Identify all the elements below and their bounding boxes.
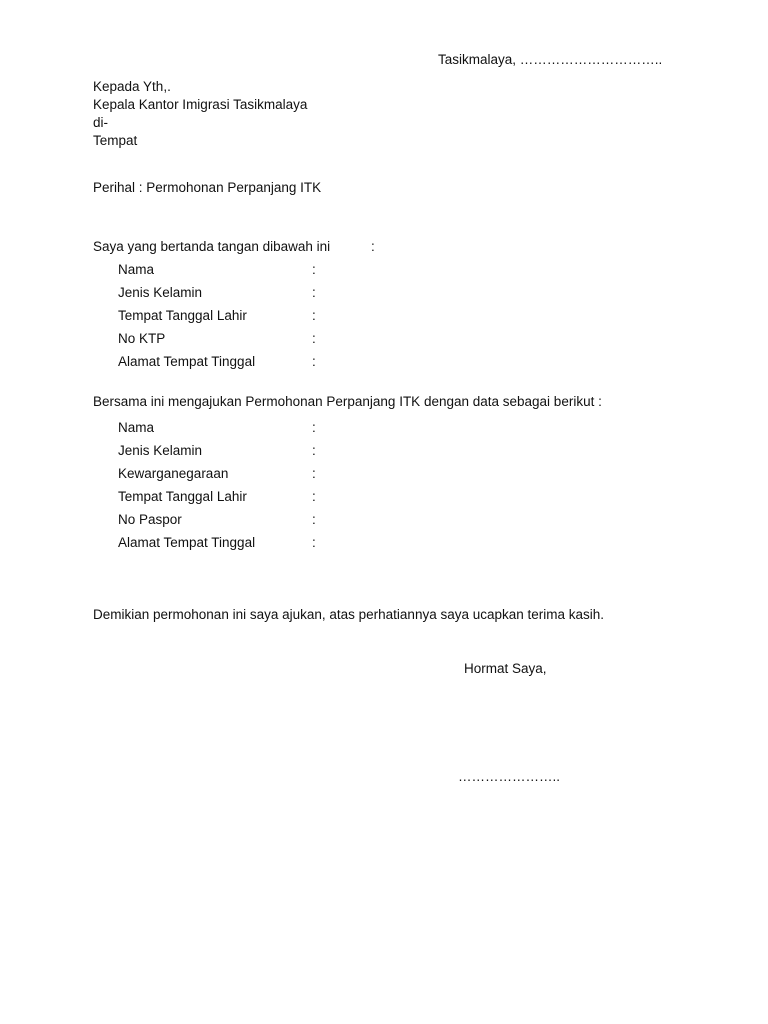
foreigner-fields [118, 420, 418, 558]
field-colon: : [312, 512, 316, 527]
field-label-ttl: Tempat Tanggal Lahir [118, 308, 247, 323]
field-colon: : [312, 331, 316, 346]
field-row [118, 466, 418, 489]
recipient-office: Kepala Kantor Imigrasi Tasikmalaya [93, 97, 308, 112]
recipient-salutation: Kepada Yth,. [93, 79, 171, 94]
signature-line: ………………….. [458, 769, 561, 784]
field-colon: : [312, 262, 316, 277]
field-colon: : [312, 466, 316, 481]
recipient-block [93, 78, 307, 150]
field-label-jenis-kelamin: Jenis Kelamin [118, 443, 203, 458]
field-row [118, 512, 418, 535]
field-label-alamat: Alamat Tempat Tinggal [118, 354, 256, 369]
field-row [118, 285, 418, 308]
field-colon: : [312, 489, 316, 504]
field-label-nama: Nama [118, 262, 155, 277]
field-row [118, 331, 418, 354]
field-row [118, 535, 418, 558]
closing-sentence: Demikian permohonan ini saya ajukan, atas perhatiannya saya ucapkan terima kasih. [93, 607, 605, 622]
place-date-line: Tasikmalaya, ………………………….. [438, 52, 663, 67]
applicant-intro-colon: : [371, 239, 375, 254]
field-label-kewarganegaraan: Kewarganegaraan [118, 466, 229, 481]
field-row [118, 262, 418, 285]
field-label-no-paspor: No Paspor [118, 512, 182, 527]
field-row [118, 443, 418, 466]
applicant-intro: Saya yang bertanda tangan dibawah ini [93, 239, 331, 254]
request-intro: Bersama ini mengajukan Permohonan Perpanjang ITK dengan data sebagai berikut : [93, 394, 602, 409]
field-row [118, 489, 418, 512]
applicant-fields [118, 262, 418, 377]
field-colon: : [312, 285, 316, 300]
field-colon: : [312, 535, 316, 550]
field-label-nama: Nama [118, 420, 155, 435]
field-row [118, 308, 418, 331]
field-colon: : [312, 354, 316, 369]
field-row [118, 354, 418, 377]
recipient-place: Tempat [93, 133, 138, 148]
field-colon: : [312, 308, 316, 323]
field-label-jenis-kelamin: Jenis Kelamin [118, 285, 203, 300]
field-label-alamat: Alamat Tempat Tinggal [118, 535, 256, 550]
field-label-ttl: Tempat Tanggal Lahir [118, 489, 247, 504]
field-label-no-ktp: No KTP [118, 331, 166, 346]
recipient-di: di- [93, 115, 109, 130]
field-row [118, 420, 418, 443]
subject-line: Perihal : Permohonan Perpanjang ITK [93, 180, 322, 195]
regards-line: Hormat Saya, [464, 661, 547, 676]
field-colon: : [312, 443, 316, 458]
field-colon: : [312, 420, 316, 435]
